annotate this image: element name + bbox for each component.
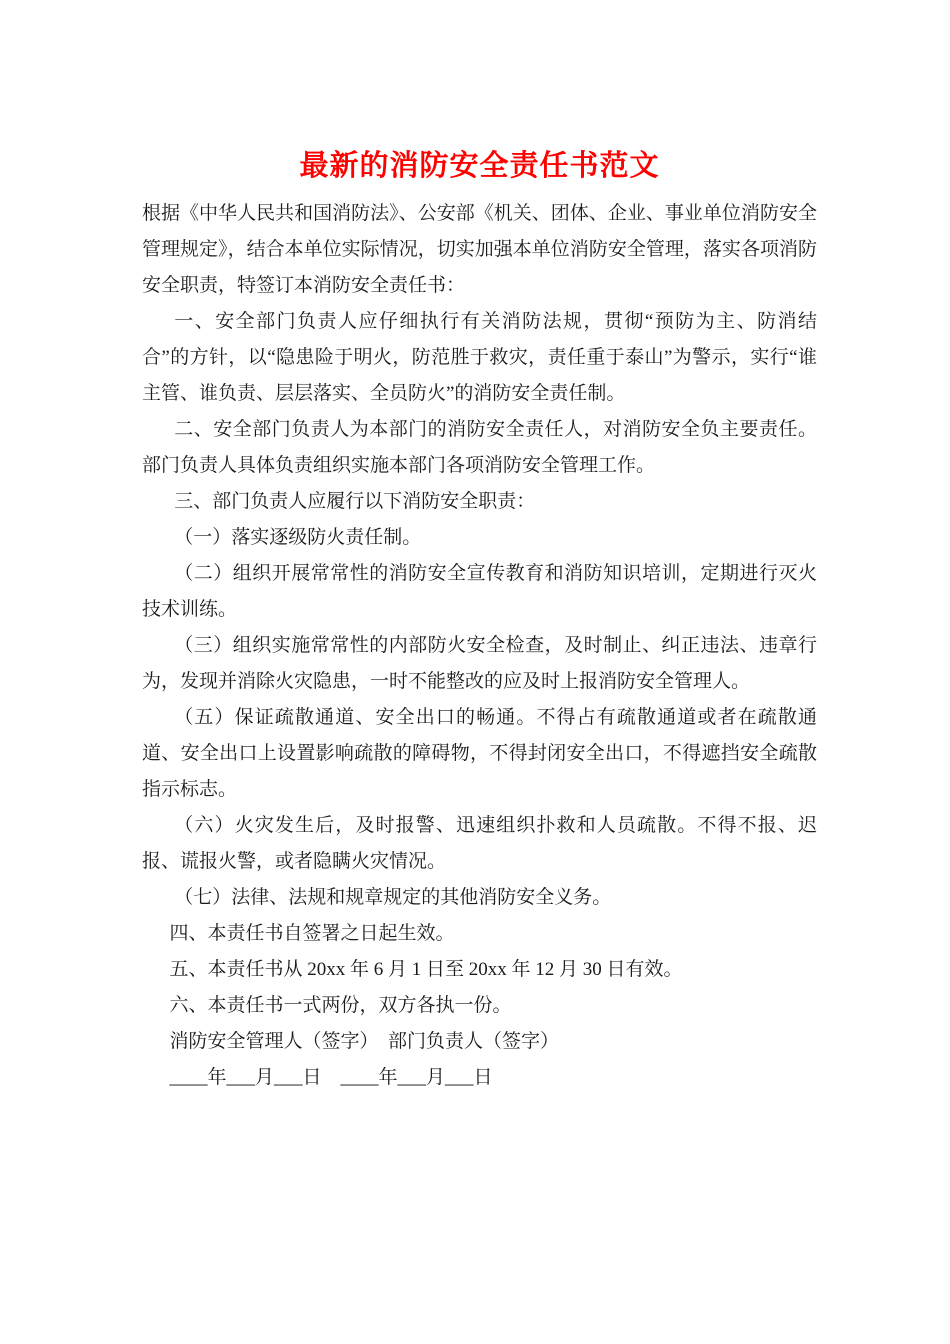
- document-body: [142, 196, 817, 1096]
- paragraph: 一、安全部门负责人应仔细执行有关消防法规，贯彻“预防为主、防消结合”的方针，以“隐患险于明火，防范胜于救灾，责任重于泰山”为警示，实行“谁主管、谁负责、层层落实、全员防火”的消防安全责任制。: [142, 311, 817, 404]
- date-line: ____年___月___日 ____年___月___日: [169, 1067, 493, 1088]
- paragraph: 四、本责任书自签署之日起生效。: [169, 923, 455, 944]
- paragraph: 二、安全部门负责人为本部门的消防安全责任人，对消防安全负主要责任。部门负责人具体负责组织实施本部门各项消防安全管理工作。: [142, 419, 817, 476]
- paragraph: 六、本责任书一式两份，双方各执一份。: [169, 995, 512, 1016]
- paragraph: （一）落实逐级防火责任制。: [174, 527, 422, 548]
- paragraph: （五）保证疏散通道、安全出口的畅通。不得占有疏散通道或者在疏散通道、安全出口上设置影响疏散的障碍物，不得封闭安全出口，不得遮挡安全疏散指示标志。: [142, 707, 817, 800]
- document-title: 最新的消防安全责任书范文: [299, 150, 660, 182]
- paragraph: 五、本责任书从 20xx 年 6 月 1 日至 20xx 年 12 月 30 日有效。: [169, 959, 683, 980]
- paragraph: （六）火灾发生后，及时报警、迅速组织扑救和人员疏散。不得不报、迟报、谎报火警，或者隐瞒火灾情况。: [142, 815, 817, 872]
- signature-line: 消防安全管理人（签字） 部门负责人（签字）: [169, 1031, 560, 1052]
- paragraph: （七）法律、法规和规章规定的其他消防安全义务。: [174, 887, 612, 908]
- paragraph: 根据《中华人民共和国消防法》、公安部《机关、团体、企业、事业单位消防安全管理规定》，结合本单位实际情况，切实加强本单位消防安全管理，落实各项消防安全职责，特签订本消防安全责任书：: [142, 203, 817, 296]
- paragraph: （三）组织实施常常性的内部防火安全检查，及时制止、纠正违法、违章行为，发现并消除火灾隐患，一时不能整改的应及时上报消防安全管理人。: [142, 635, 817, 692]
- paragraph: 三、部门负责人应履行以下消防安全职责：: [174, 491, 536, 512]
- paragraph: （二）组织开展常常性的消防安全宣传教育和消防知识培训，定期进行灭火技术训练。: [142, 563, 817, 620]
